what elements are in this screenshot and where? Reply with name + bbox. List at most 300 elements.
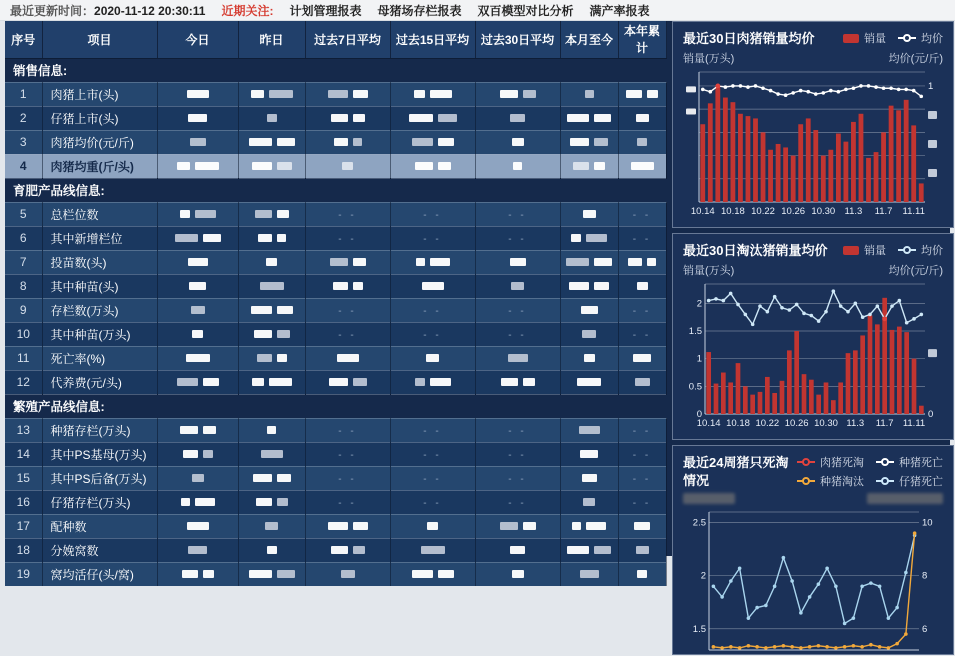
redacted-value (561, 539, 618, 562)
table-cell (390, 106, 475, 130)
table-cell (560, 562, 618, 586)
table-row[interactable] (5, 130, 666, 154)
legend-item[interactable] (797, 454, 864, 470)
table-cell (390, 442, 475, 466)
svg-text:10.18: 10.18 (721, 206, 745, 217)
redacted-value (158, 227, 238, 250)
redacted-value (239, 131, 305, 154)
table-cell (390, 490, 475, 514)
redacted-value (306, 131, 390, 154)
empty-value-dash: - - (632, 450, 652, 461)
table-cell (618, 322, 666, 346)
empty-value-dash: - - (423, 498, 442, 509)
y-axis-right-label: 均价(元/斤) (888, 265, 943, 277)
empty-value-dash: - - (423, 234, 442, 245)
redacted-value (561, 323, 618, 346)
table-cell (475, 250, 560, 274)
redacted-value (391, 539, 475, 562)
table-cell (305, 130, 390, 154)
redacted-value (158, 515, 238, 538)
redacted-value (561, 131, 618, 154)
table-cell (618, 562, 666, 586)
table-cell (305, 106, 390, 130)
redacted-value (158, 83, 238, 106)
table-cell (618, 274, 666, 298)
table-cell (390, 154, 475, 178)
col-header-index: 序号 (5, 21, 42, 58)
redacted-value (158, 203, 238, 226)
svg-text:2: 2 (700, 570, 706, 582)
table-cell (560, 202, 618, 226)
redacted-value (239, 491, 305, 514)
redacted-value (619, 275, 666, 298)
table-cell (157, 562, 238, 586)
svg-text:6: 6 (922, 623, 928, 635)
col-header-year-to-date: 本年累计 (618, 21, 666, 58)
table-cell (560, 346, 618, 370)
redacted-value (561, 467, 618, 490)
table-row[interactable] (5, 466, 666, 490)
col-header-yesterday: 昨日 (238, 21, 305, 58)
redacted-value (391, 275, 475, 298)
report-table-body (5, 58, 666, 586)
table-cell (305, 442, 390, 466)
row-index: 17 (5, 514, 42, 538)
row-index: 16 (5, 490, 42, 514)
table-cell (390, 466, 475, 490)
redacted-value (619, 515, 666, 538)
redacted-value (561, 227, 618, 250)
table-cell (157, 490, 238, 514)
row-label: 其中PS后备(万头) (42, 466, 157, 490)
redacted-value (476, 155, 560, 178)
legend-item[interactable] (898, 30, 943, 46)
empty-value-dash: - - (338, 330, 357, 341)
table-cell (390, 226, 475, 250)
redacted-value (619, 107, 666, 130)
empty-value-dash: - - (632, 330, 652, 341)
row-index: 19 (5, 562, 42, 586)
redacted-value (561, 419, 618, 442)
table-cell (560, 298, 618, 322)
redacted-value (239, 251, 305, 274)
table-cell (390, 130, 475, 154)
table-cell (390, 82, 475, 106)
redacted-value (158, 491, 238, 514)
section-header-row: 育肥产品线信息: (5, 178, 666, 202)
pig-sales-chart-canvas (683, 66, 943, 218)
table-cell (560, 514, 618, 538)
col-header-15day-avg: 过去15日平均 (390, 21, 475, 58)
charts-column (672, 21, 954, 635)
redacted-value (619, 155, 666, 178)
table-cell (560, 370, 618, 394)
table-cell (157, 466, 238, 490)
redacted-value (306, 539, 390, 562)
table-cell (157, 202, 238, 226)
y-axis-left-label: 销量(万头) (683, 53, 735, 65)
redacted-value (239, 467, 305, 490)
redacted-value (391, 563, 475, 587)
svg-text:1: 1 (696, 353, 702, 365)
redacted-value (306, 275, 390, 298)
redacted-value (158, 347, 238, 370)
row-label: 肉猪均价(元/斤) (42, 130, 157, 154)
redacted-value (239, 347, 305, 370)
table-cell (157, 250, 238, 274)
chart-title: 最近24周猪只死淘情况 (683, 455, 789, 488)
row-index: 6 (5, 226, 42, 250)
table-cell (618, 106, 666, 130)
table-cell (238, 82, 305, 106)
table-cell (238, 370, 305, 394)
table-cell (238, 226, 305, 250)
table-cell (305, 346, 390, 370)
table-cell (305, 298, 390, 322)
redacted-value (158, 419, 238, 442)
update-time-value: 2020-11-12 20:30:11 (94, 3, 206, 18)
redacted-value (391, 107, 475, 130)
table-row[interactable] (5, 562, 666, 586)
table-cell (618, 514, 666, 538)
table-cell (390, 346, 475, 370)
col-header-month-to-date: 本月至今 (560, 21, 618, 58)
line-series-icon (876, 480, 894, 482)
table-cell (238, 490, 305, 514)
empty-value-dash: - - (423, 210, 442, 221)
table-row[interactable] (5, 490, 666, 514)
row-index: 3 (5, 130, 42, 154)
legend-label: 肉猪死淘 (820, 457, 864, 469)
empty-value-dash: - - (508, 474, 527, 485)
table-cell (560, 274, 618, 298)
table-cell (238, 274, 305, 298)
row-label: 肉猪上市(头) (42, 82, 157, 106)
line-series-icon (797, 480, 815, 482)
top-bar (0, 0, 955, 21)
bar-series-icon (843, 246, 859, 255)
table-cell (238, 442, 305, 466)
table-cell (305, 202, 390, 226)
table-cell (618, 298, 666, 322)
table-cell (238, 298, 305, 322)
weekly-death-chart-canvas (683, 506, 943, 656)
redacted-value (158, 467, 238, 490)
empty-value-dash: - - (632, 474, 652, 485)
report-table-wrap (5, 21, 666, 582)
table-cell (305, 562, 390, 586)
table-row[interactable] (5, 202, 666, 226)
svg-text:10.18: 10.18 (726, 418, 750, 429)
table-row[interactable] (5, 322, 666, 346)
table-cell (618, 466, 666, 490)
row-index: 2 (5, 106, 42, 130)
table-cell (238, 418, 305, 442)
svg-text:11.7: 11.7 (874, 206, 893, 217)
table-cell (157, 106, 238, 130)
table-cell (475, 490, 560, 514)
redacted-value (561, 155, 618, 178)
redacted-value (239, 203, 305, 226)
report-table (5, 21, 667, 586)
empty-value-dash: - - (632, 426, 652, 437)
redacted-value (158, 131, 238, 154)
redacted-value (306, 251, 390, 274)
redacted-value (239, 323, 305, 346)
table-cell (475, 226, 560, 250)
table-row[interactable] (5, 82, 666, 106)
row-index: 13 (5, 418, 42, 442)
redacted-value (561, 563, 618, 587)
redacted-y-axis-left-label (683, 493, 735, 504)
row-label: 配种数 (42, 514, 157, 538)
table-cell (560, 322, 618, 346)
table-row[interactable] (5, 298, 666, 322)
table-cell (157, 226, 238, 250)
redacted-value (391, 515, 475, 538)
bar-series-icon (843, 34, 859, 43)
table-cell (475, 82, 560, 106)
empty-value-dash: - - (423, 306, 442, 317)
table-cell (475, 274, 560, 298)
empty-value-dash: - - (338, 210, 357, 221)
table-cell (238, 202, 305, 226)
table-cell (305, 490, 390, 514)
empty-value-dash: - - (508, 426, 527, 437)
empty-value-dash: - - (508, 450, 527, 461)
svg-text:10.14: 10.14 (690, 206, 715, 217)
redacted-value (239, 443, 305, 466)
empty-value-dash: - - (338, 450, 357, 461)
row-index: 11 (5, 346, 42, 370)
row-label: 其中种苗(万头) (42, 322, 157, 346)
redacted-value (239, 299, 305, 322)
redacted-value (239, 371, 305, 394)
table-cell (475, 202, 560, 226)
redacted-value (391, 155, 475, 178)
svg-text:1: 1 (928, 80, 934, 92)
table-cell (475, 370, 560, 394)
table-header-row (5, 21, 666, 58)
empty-value-dash: - - (632, 306, 652, 317)
svg-text:10.26: 10.26 (781, 206, 806, 217)
redacted-value (158, 443, 238, 466)
redacted-value (561, 251, 618, 274)
table-cell (157, 274, 238, 298)
legend-item[interactable] (876, 454, 943, 470)
table-cell (390, 562, 475, 586)
row-index: 14 (5, 442, 42, 466)
redacted-value (561, 515, 618, 538)
legend-item[interactable] (876, 473, 943, 489)
row-index: 12 (5, 370, 42, 394)
redacted-value (239, 539, 305, 562)
table-row[interactable] (5, 106, 666, 130)
redacted-value (476, 107, 560, 130)
section-header-row: 繁殖产品线信息: (5, 394, 666, 418)
svg-text:10.30: 10.30 (811, 206, 836, 217)
row-label: 总栏位数 (42, 202, 157, 226)
table-cell (560, 130, 618, 154)
svg-text:10.14: 10.14 (696, 418, 721, 429)
row-index: 15 (5, 466, 42, 490)
table-cell (618, 490, 666, 514)
table-row[interactable] (5, 442, 666, 466)
legend-label: 种猪淘汰 (820, 476, 864, 488)
redacted-value (561, 443, 618, 466)
empty-value-dash: - - (632, 498, 652, 509)
redacted-value (619, 251, 666, 274)
table-cell (618, 154, 666, 178)
table-cell (618, 82, 666, 106)
nav-link-plan-report[interactable]: 计划管理报表 (289, 3, 362, 18)
row-index: 9 (5, 298, 42, 322)
table-cell (618, 202, 666, 226)
line-series-icon (876, 461, 894, 463)
table-cell (238, 250, 305, 274)
legend-item[interactable] (843, 242, 886, 258)
table-cell (475, 322, 560, 346)
table-cell (618, 250, 666, 274)
nav-link-capacity-report[interactable]: 满产率报表 (589, 3, 650, 18)
table-row[interactable] (5, 274, 666, 298)
redacted-value (239, 419, 305, 442)
redacted-value (476, 539, 560, 562)
redacted-value (476, 515, 560, 538)
empty-value-dash: - - (632, 210, 652, 221)
col-header-item: 项目 (42, 21, 157, 58)
row-index: 8 (5, 274, 42, 298)
table-row[interactable] (5, 154, 666, 178)
table-row[interactable] (5, 370, 666, 394)
table-cell (157, 82, 238, 106)
empty-value-dash: - - (338, 474, 357, 485)
line-series-icon (898, 249, 916, 251)
line-series-icon (898, 37, 916, 39)
svg-text:11.3: 11.3 (844, 206, 863, 217)
row-index: 5 (5, 202, 42, 226)
svg-text:2.5: 2.5 (692, 517, 706, 529)
table-cell (238, 130, 305, 154)
redacted-value (619, 539, 666, 562)
row-label: 代养费(元/头) (42, 370, 157, 394)
table-cell (390, 250, 475, 274)
svg-text:1.5: 1.5 (692, 623, 706, 635)
redacted-value (391, 83, 475, 106)
empty-value-dash: - - (423, 450, 442, 461)
empty-value-dash: - - (508, 330, 527, 341)
table-row[interactable] (5, 226, 666, 250)
redacted-value (306, 107, 390, 130)
redacted-value (476, 83, 560, 106)
row-label: 投苗数(头) (42, 250, 157, 274)
table-cell (560, 154, 618, 178)
table-row[interactable] (5, 538, 666, 562)
redacted-value (239, 515, 305, 538)
legend-label: 仔猪死亡 (899, 476, 943, 488)
table-row[interactable] (5, 514, 666, 538)
table-cell (238, 562, 305, 586)
legend-item[interactable] (898, 242, 943, 258)
table-cell (238, 466, 305, 490)
redacted-value (561, 203, 618, 226)
table-cell (475, 154, 560, 178)
legend-label: 销量 (864, 33, 886, 45)
legend-item[interactable] (797, 473, 864, 489)
row-label: 其中PS基母(万头) (42, 442, 157, 466)
table-cell (390, 538, 475, 562)
col-header-today: 今日 (157, 21, 238, 58)
row-label: 种猪存栏(万头) (42, 418, 157, 442)
legend-item[interactable] (843, 30, 886, 46)
redacted-value (239, 227, 305, 250)
nav-link-model-compare[interactable]: 双百模型对比分析 (477, 3, 574, 18)
table-cell (475, 538, 560, 562)
redacted-value (391, 347, 475, 370)
empty-value-dash: - - (508, 234, 527, 245)
redacted-value (619, 131, 666, 154)
panel-weekly-death-cull (672, 445, 954, 655)
svg-text:11.3: 11.3 (846, 418, 865, 429)
redacted-value (391, 131, 475, 154)
table-cell (157, 370, 238, 394)
table-cell (157, 418, 238, 442)
row-label: 仔猪上市(头) (42, 106, 157, 130)
table-row[interactable] (5, 346, 666, 370)
legend-label: 均价 (921, 245, 943, 257)
chart-title: 最近30日肉猪销量均价 (683, 31, 815, 46)
redacted-value (158, 299, 238, 322)
empty-value-dash: - - (338, 306, 357, 317)
redacted-value (561, 299, 618, 322)
redacted-value (561, 275, 618, 298)
redacted-value (561, 107, 618, 130)
table-row[interactable] (5, 418, 666, 442)
table-cell (475, 466, 560, 490)
row-index: 1 (5, 82, 42, 106)
redacted-y-axis-right-label (867, 493, 943, 504)
table-cell (475, 346, 560, 370)
redacted-value (239, 275, 305, 298)
redacted-value (561, 347, 618, 370)
table-cell (238, 538, 305, 562)
redacted-value (239, 563, 305, 587)
empty-value-dash: - - (423, 330, 442, 341)
y-axis-left-label: 销量(万头) (683, 265, 735, 277)
table-cell (390, 298, 475, 322)
row-label: 其中新增栏位 (42, 226, 157, 250)
empty-value-dash: - - (338, 498, 357, 509)
nav-link-sow-inventory-report[interactable]: 母猪场存栏报表 (377, 3, 462, 18)
chart-title: 最近30日淘汰猪销量均价 (683, 243, 828, 258)
table-cell (238, 514, 305, 538)
row-label: 存栏数(万头) (42, 298, 157, 322)
redacted-value (391, 371, 475, 394)
table-cell (475, 298, 560, 322)
redacted-value (476, 347, 560, 370)
table-cell (475, 130, 560, 154)
table-cell (475, 562, 560, 586)
redacted-value (239, 83, 305, 106)
empty-value-dash: - - (338, 426, 357, 437)
col-header-30day-avg: 过去30日平均 (475, 21, 560, 58)
table-cell (305, 370, 390, 394)
svg-text:10: 10 (922, 517, 933, 529)
table-cell (305, 466, 390, 490)
table-row[interactable] (5, 250, 666, 274)
table-cell (475, 514, 560, 538)
svg-text:8: 8 (922, 570, 928, 582)
